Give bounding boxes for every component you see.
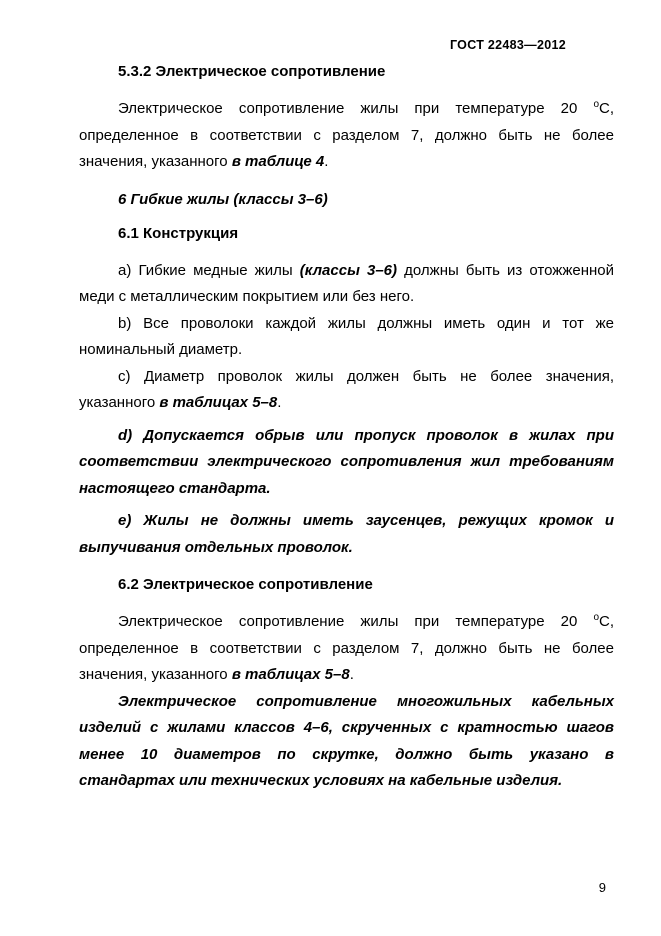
section-6-2-paragraph xyxy=(79,609,614,689)
item-b-paragraph: b) Все проволоки каждой жилы должны иметь один и тот же номинальный диаметр. xyxy=(79,314,614,358)
section-6-1-heading: 6.1 Конструкция xyxy=(118,224,239,242)
degree-superscript: o xyxy=(593,99,599,110)
classes-reference: (классы 3–6) xyxy=(299,261,398,279)
table-reference: в таблицах 5–8 xyxy=(159,394,278,411)
document-body xyxy=(79,62,614,795)
text-run: c) Диаметр проволок жилы должен быть не более значения, указанного xyxy=(79,367,614,411)
section-5-3-2-paragraph xyxy=(79,96,614,176)
text-run: С, определенное в соответствии с разделом 7, должно быть не более значения, указанного xyxy=(79,613,614,683)
item-d-paragraph: d) Допускается обрыв или пропуск проволок в жилах при соответствии электрического сопротивления жил требованиям настоящего стандарта. xyxy=(79,426,614,497)
text-run: С, определенное в соответствии с разделом 7, должно быть не более значения, указанного xyxy=(79,100,614,170)
section-6-2-heading: 6.2 Электрическое сопротивление xyxy=(118,576,373,593)
text-run: . xyxy=(349,666,354,683)
document-header: ГОСТ 22483—2012 xyxy=(449,38,566,52)
table-reference: в таблице 4 xyxy=(231,153,325,170)
section-6-2-emphasis-paragraph: Электрическое сопротивление многожильных кабельных изделий с жилами классов 4–6, скрученных с кратностью шагов менее 10 диаметров по скрутке, должно быть указано в стандартах или технических условиях на кабельные изделия. xyxy=(79,692,614,789)
table-reference: в таблицах 5–8 xyxy=(231,666,350,683)
text-run: Электрическое сопротивление жилы при температуре 20 xyxy=(118,613,594,630)
text-run: a) Гибкие медные жилы xyxy=(118,261,300,279)
section-5-3-2-heading: 5.3.2 Электрическое сопротивление xyxy=(118,63,386,80)
item-c-paragraph xyxy=(79,364,614,417)
text-run: . xyxy=(277,394,282,411)
item-e-paragraph: e) Жилы не должны иметь заусенцев, режущих кромок и выпучивания отдельных проволок. xyxy=(79,512,614,556)
text-run: должны быть из отожженной меди с металлическим покрытием или без него. xyxy=(79,261,614,305)
text-run: Электрическое сопротивление жилы при температуре 20 xyxy=(118,100,594,117)
section-6-heading: 6 Гибкие жилы (классы 3–6) xyxy=(118,190,328,208)
item-a-paragraph xyxy=(79,258,614,311)
text-run: . xyxy=(324,153,329,170)
page-number: 9 xyxy=(598,880,606,895)
degree-superscript: o xyxy=(593,612,599,623)
